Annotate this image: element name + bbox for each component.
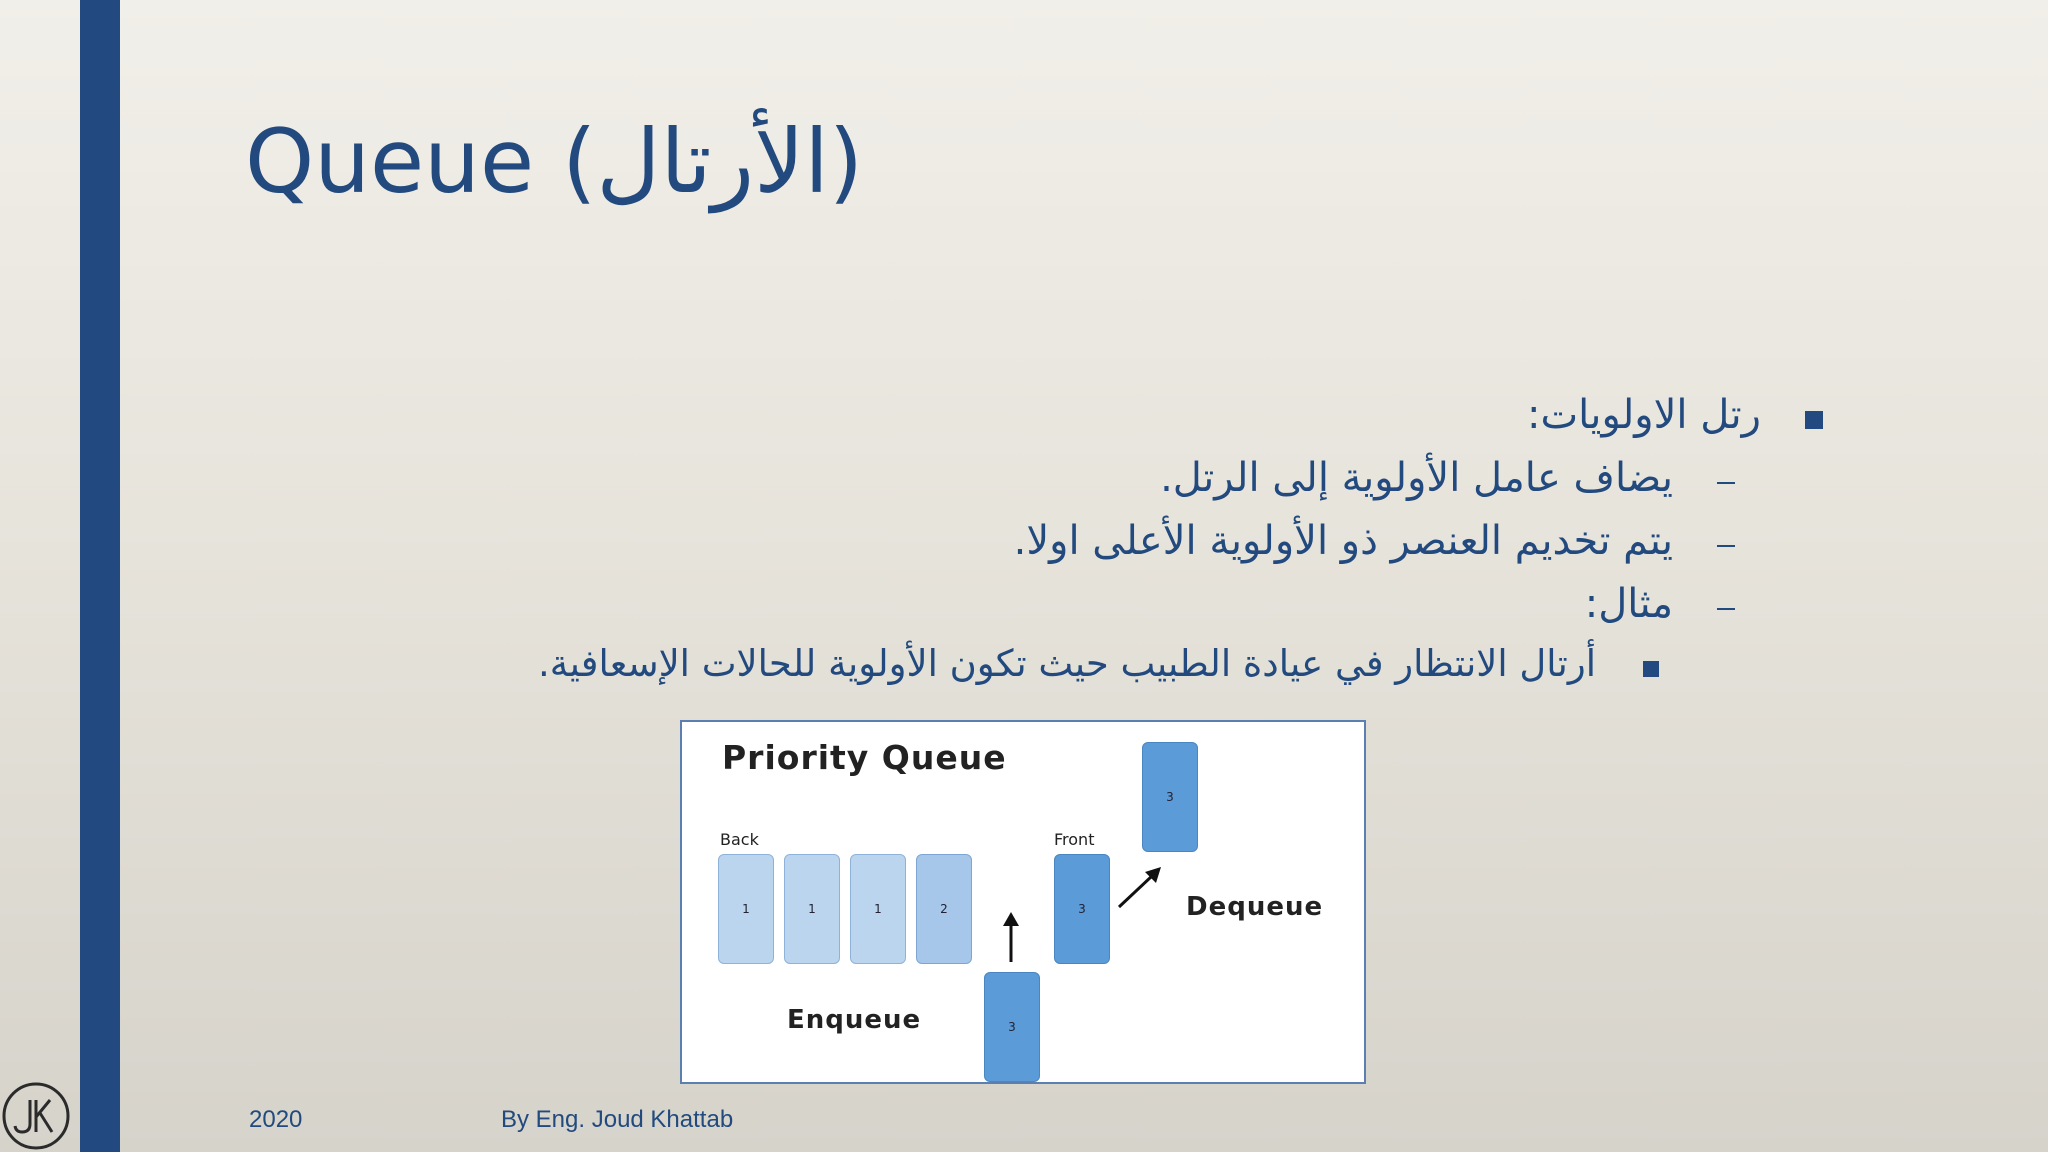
priority-queue-figure (680, 720, 1366, 1084)
figure-title: Priority Queue (722, 738, 1007, 777)
queue-item: 1 (850, 854, 906, 964)
bullet-square-icon (1805, 411, 1823, 429)
front-item: 3 (1054, 854, 1110, 964)
dash-bullet-icon (1717, 545, 1735, 547)
footer-year: 2020 (249, 1106, 303, 1133)
dash-bullet-icon (1717, 482, 1735, 484)
enqueue-arrow-icon (1003, 912, 1019, 962)
slide-title: Queue (الأرتال) (245, 110, 864, 213)
bullet-example: مثال: (1584, 581, 1673, 627)
dequeue-arrow-icon (1119, 867, 1161, 907)
bullet-priority-queue: رتل الاولويات: (1526, 392, 1761, 438)
bullet-square-icon (1643, 661, 1659, 677)
queue-item: 1 (784, 854, 840, 964)
footer-author: By Eng. Joud Khattab (501, 1106, 734, 1133)
queue-item: 2 (916, 854, 972, 964)
incoming-item: 3 (984, 972, 1040, 1082)
enqueue-label: Enqueue (787, 1005, 922, 1035)
sidebar-accent-bar (80, 0, 120, 1152)
bullet-priority-factor: يضاف عامل الأولوية إلى الرتل. (1160, 455, 1673, 501)
bullet-highest-served: يتم تخديم العنصر ذو الأولوية الأعلى اولا. (1013, 518, 1673, 564)
dequeue-label: Dequeue (1186, 892, 1324, 922)
front-label: Front (1054, 830, 1095, 849)
back-label: Back (720, 830, 759, 849)
jk-logo-icon (0, 1080, 72, 1152)
dash-bullet-icon (1717, 608, 1735, 610)
queue-item: 1 (718, 854, 774, 964)
dequeued-item: 3 (1142, 742, 1198, 852)
bullet-clinic-example: أرتال الانتظار في عيادة الطبيب حيث تكون الأولوية للحالات الإسعافية. (538, 642, 1596, 685)
